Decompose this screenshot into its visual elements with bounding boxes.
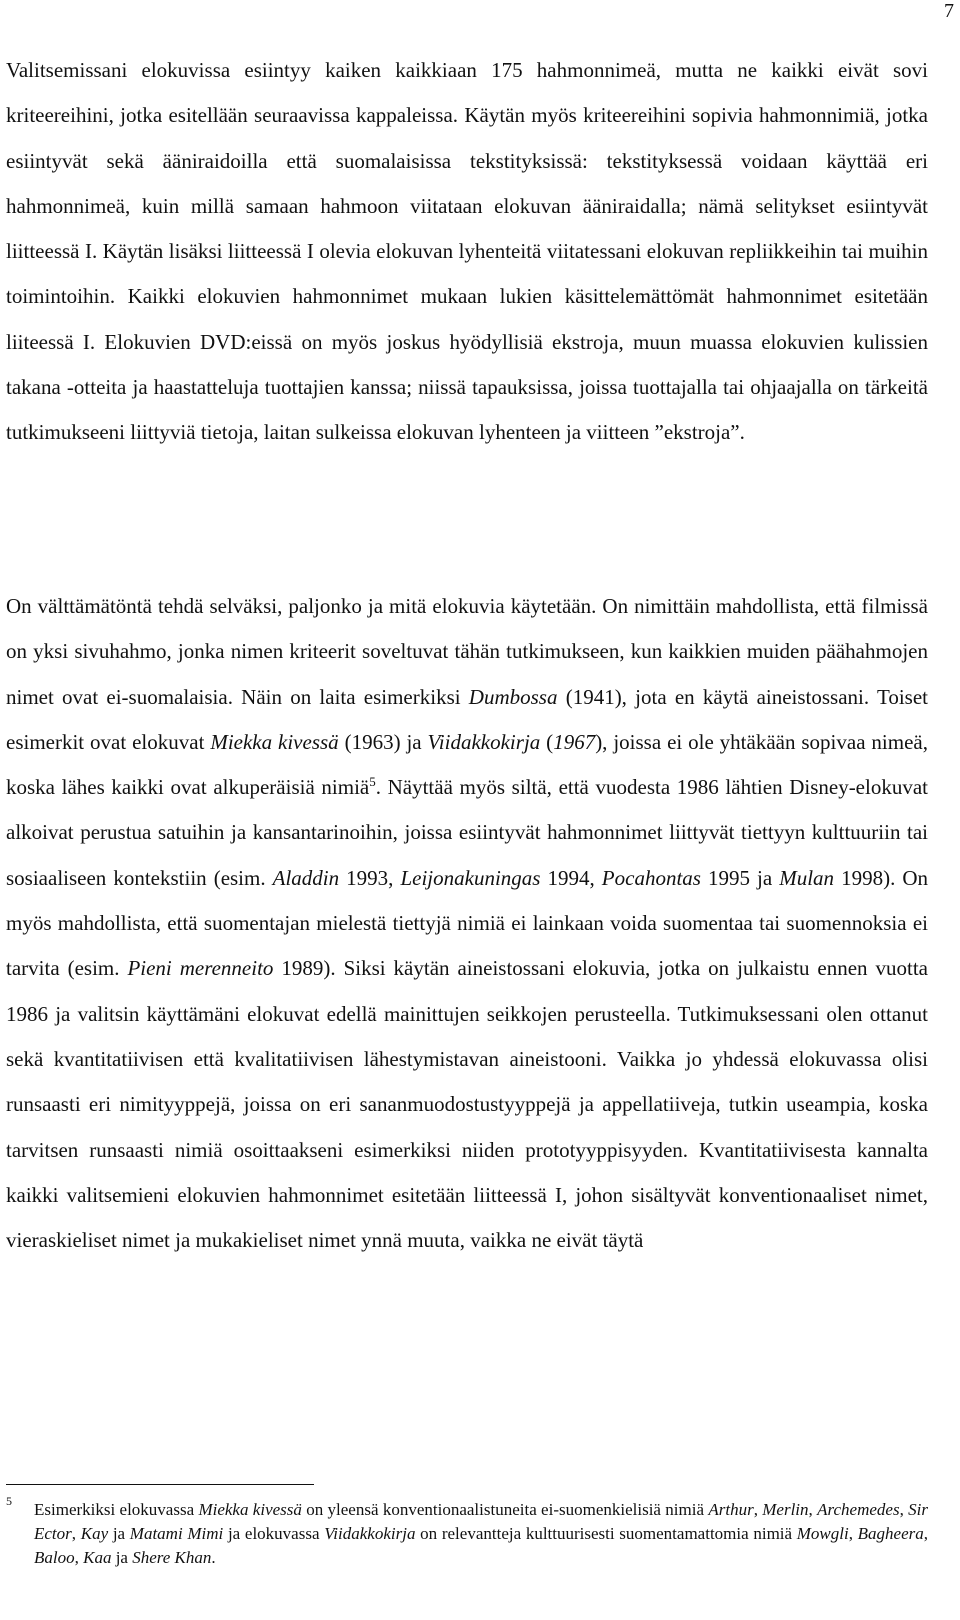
text-run: 1989). Siksi käytän aineistossani elokuvia, jotka on julkaistu ennen vuotta 1986 ja valitsin käyttämäni elokuvat edellä mainittujen seikkojen perusteella. Tutkimuksessani olen ottanut sekä kvantitatiivisen että kvalitatiivisen lähestymistavan aineistooni. Vaikka jo yhdessä elokuvassa olisi runsaasti eri nimityyppejä, joissa on eri sananmuodostustyyppejä ja appellatiiveja, tutkin useampia, koska tarvitsen runsaasti nimiä osoittaakseni esimerkiksi niiden prototyyppisyyden. Kvantitatiivisesta kannalta kaikki valitsemieni elokuvien hahmonnimet esitetään liitteessä I, johon sisältyvät konventionaaliset nimet, vieraskieliset nimet ja mukakieliset nimet ynnä muuta, vaikka ne eivät täytä <box>6 956 928 1253</box>
film-title: Dumbossa <box>468 684 558 709</box>
film-title: Leijonakuningas <box>400 865 541 890</box>
text-run: (1941), jota en käytä aineistossani. Toiset esimerkit ovat elokuvat <box>6 684 928 754</box>
film-title: Viidakkokirja <box>324 1524 416 1543</box>
page-number: 7 <box>944 0 954 22</box>
character-name: Baloo <box>34 1548 75 1567</box>
character-name: Kay <box>80 1524 109 1543</box>
film-title: Pieni merenneito <box>127 956 274 981</box>
character-name: Mowgli <box>796 1524 849 1543</box>
text-run: (1963) ja <box>338 729 428 754</box>
text-run: , <box>753 1500 763 1519</box>
footnote <box>34 1498 928 1570</box>
film-title: Viidakkokirja <box>427 729 541 754</box>
character-name: Shere Khan <box>132 1548 212 1567</box>
paragraph-2 <box>6 584 928 1263</box>
footnote-separator <box>6 1484 314 1485</box>
character-name: Archemedes <box>817 1500 900 1519</box>
text-run: 1993, <box>339 865 401 890</box>
text-run: on yleensä konventionaalistuneita ei-suomenkielisiä nimiä <box>301 1500 709 1519</box>
text-run: , <box>71 1524 81 1543</box>
film-title: Pocahontas <box>601 865 701 890</box>
text-run: 1998). On myös mahdollista, että suomentajan mielestä tiettyjä nimiä ei lainkaan voida suomentaa tai suomennoksia ei tarvita (esim. <box>6 865 929 981</box>
text-run: , <box>808 1500 818 1519</box>
paragraph-1: Valitsemissani elokuvissa esiintyy kaiken kaikkiaan 175 hahmonnimeä, mutta ne kaikki eivät sovi kriteereihini, jotka esitellään seuraavissa kappaleissa. Käytän myös kriteereihini sopivia hahmonnimiä, jotka esiintyvät sekä ääniraidoilla että suomalaisissa tekstityksissä: tekstityksessä voidaan käyttää eri hahmonnimeä, kuin millä samaan hahmoon viitataan elokuvan ääniraidalla; nämä selitykset esiintyvät liitteessä I. Käytän lisäksi liitteessä I olevia elokuvan lyhenteitä viitatessani elokuvan repliikkeihin tai muihin toimintoihin. Kaikki elokuvien hahmonnimet mukaan lukien käsittelemättömät hahmonnimet esitetään liiteessä I. Elokuvien DVD:eissä on myös joskus hyödyllisiä ekstroja, muun muassa elokuvien kulissien takana -otteita ja haastatteluja tuottajien kanssa; niissä tapauksissa, joissa tuottajalla tai ohjaajalla on tärkeitä tutkimukseeni liittyviä tietoja, laitan sulkeissa elokuvan lyhenteen ja viitteen ”ekstroja”. <box>6 58 928 445</box>
character-name: Matami Mimi <box>129 1524 224 1543</box>
text-run: ( <box>540 729 554 754</box>
text-run: , <box>848 1524 858 1543</box>
film-title: Aladdin <box>272 865 340 890</box>
character-name: Sir Ector <box>34 1500 928 1543</box>
footnote-number: 5 <box>6 1494 12 1508</box>
character-name: Arthur <box>708 1500 754 1519</box>
film-title: Miekka kivessä <box>198 1500 302 1519</box>
text-run: ), joissa ei ole yhtäkään sopivaa nimeä, koska lähes kaikki ovat alkuperäisiä nimiä <box>6 729 928 800</box>
text-run: ja elokuvassa <box>223 1524 325 1543</box>
text-run: ja <box>108 1524 130 1543</box>
text-run: , <box>923 1524 929 1543</box>
text-run: . <box>211 1548 216 1567</box>
text-run: On välttämätöntä tehdä selväksi, paljonko ja mitä elokuvia käytetään. On nimittäin mahdollista, että filmissä on yksi sivuhahmo, jonka nimen kriteerit soveltuvat tähän tutkimukseen, kun kaikkien muiden päähahmojen nimet ovat ei-suomalaisia. Näin on laita esimerkiksi <box>6 594 928 709</box>
film-title: Miekka kivessä <box>210 729 339 754</box>
film-year: 1967 <box>553 729 596 754</box>
text-run: , <box>74 1548 84 1567</box>
footnote-reference: 5 <box>369 774 376 790</box>
text-run: 1994, <box>540 865 602 890</box>
character-name: Kaa <box>83 1548 112 1567</box>
text-run: ja <box>111 1548 133 1567</box>
text-run: . Näyttää myös siltä, että vuodesta 1986 lähtien Disney-elokuvat alkoivat perustua satuihin ja kansantarinoihin, joissa esiintyvät hahmonnimet liittyvät tiettyyn kulttuuriin tai sosiaaliseen kontekstiin (esim. <box>6 775 928 890</box>
character-name: Merlin <box>762 1500 809 1519</box>
character-name: Bagheera <box>857 1524 924 1543</box>
film-title: Mulan <box>779 865 835 890</box>
text-run: on relevantteja kulttuurisesti suomentamattomia nimiä <box>415 1524 797 1543</box>
text-run: 1995 ja <box>700 865 780 890</box>
text-run: , <box>899 1500 909 1519</box>
text-run: Esimerkiksi elokuvassa <box>34 1500 199 1519</box>
